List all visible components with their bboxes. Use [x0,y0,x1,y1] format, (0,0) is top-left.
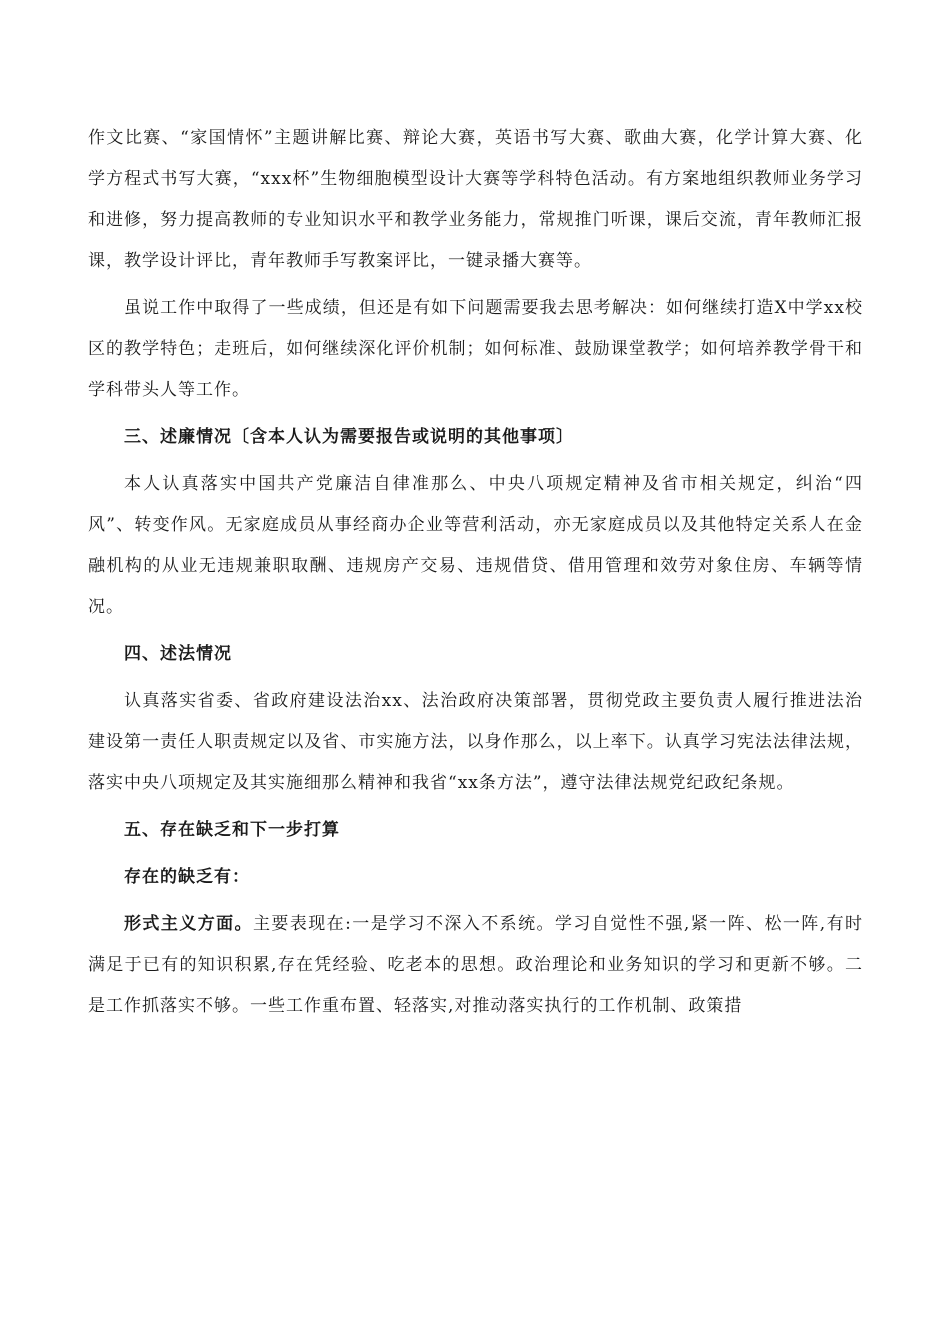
section-heading-law: 四、述法情况 [124,644,232,664]
subheading-shortcomings: 存在的缺乏有： [124,867,250,887]
paragraph-formalism [88,904,863,1027]
paragraph-activities: 作文比赛、“家国情怀”主题讲解比赛、辩论大赛，英语书写大赛、歌曲大赛，化学计算大赛、化学方程式书写大赛，“xxx杯”生物细胞模型设计大赛等学科特色活动。有方案地组织教师业务学习和进修，努力提高教师的专业知识水平和教学业务能力，常规推门听课，课后交流，青年教师汇报课，教学设计评比，青年教师手写教案评比，一键录播大赛等。 [88,128,863,271]
section-heading-shortcomings: 五、存在缺乏和下一步打算 [124,820,340,840]
paragraph-law: 认真落实省委、省政府建设法治xx、法治政府决策部署，贯彻党政主要负责人履行推进法治建设第一责任人职责规定以及省、市实施方法，以身作那么，以上率下。认真学习宪法法律法规，落实中央八项规定及其实施细那么精神和我省“xx条方法”，遵守法律法规党纪政纪条规。 [88,691,863,793]
formalism-lead: 形式主义方面。 [124,914,253,934]
section-heading-integrity: 三、述廉情况〔含本人认为需要报告或说明的其他事项〕 [124,427,574,447]
document-page [88,118,863,1027]
paragraph-integrity: 本人认真落实中国共产党廉洁自律准那么、中央八项规定精神及省市相关规定，纠治“四风”、转变作风。无家庭成员从事经商办企业等营利活动，亦无家庭成员以及其他特定关系人在金融机构的从业无违规兼职取酬、违规房产交易、违规借贷、借用管理和效劳对象住房、车辆等情况。 [88,474,863,617]
formalism-text: 主要表现在:一是学习不深入不系统。学习自觉性不强,紧一阵、松一阵,有时满足于已有的知识积累,存在凭经验、吃老本的思想。政治理论和业务知识的学习和更新不够。二是工作抓落实不够。一些工作重布置、轻落实,对推动落实执行的工作机制、政策措 [88,914,863,1016]
paragraph-problems: 虽说工作中取得了一些成绩，但还是有如下问题需要我去思考解决：如何继续打造X中学xx校区的教学特色；走班后，如何继续深化评价机制；如何标准、鼓励课堂教学；如何培养教学骨干和学科带头人等工作。 [88,298,863,400]
